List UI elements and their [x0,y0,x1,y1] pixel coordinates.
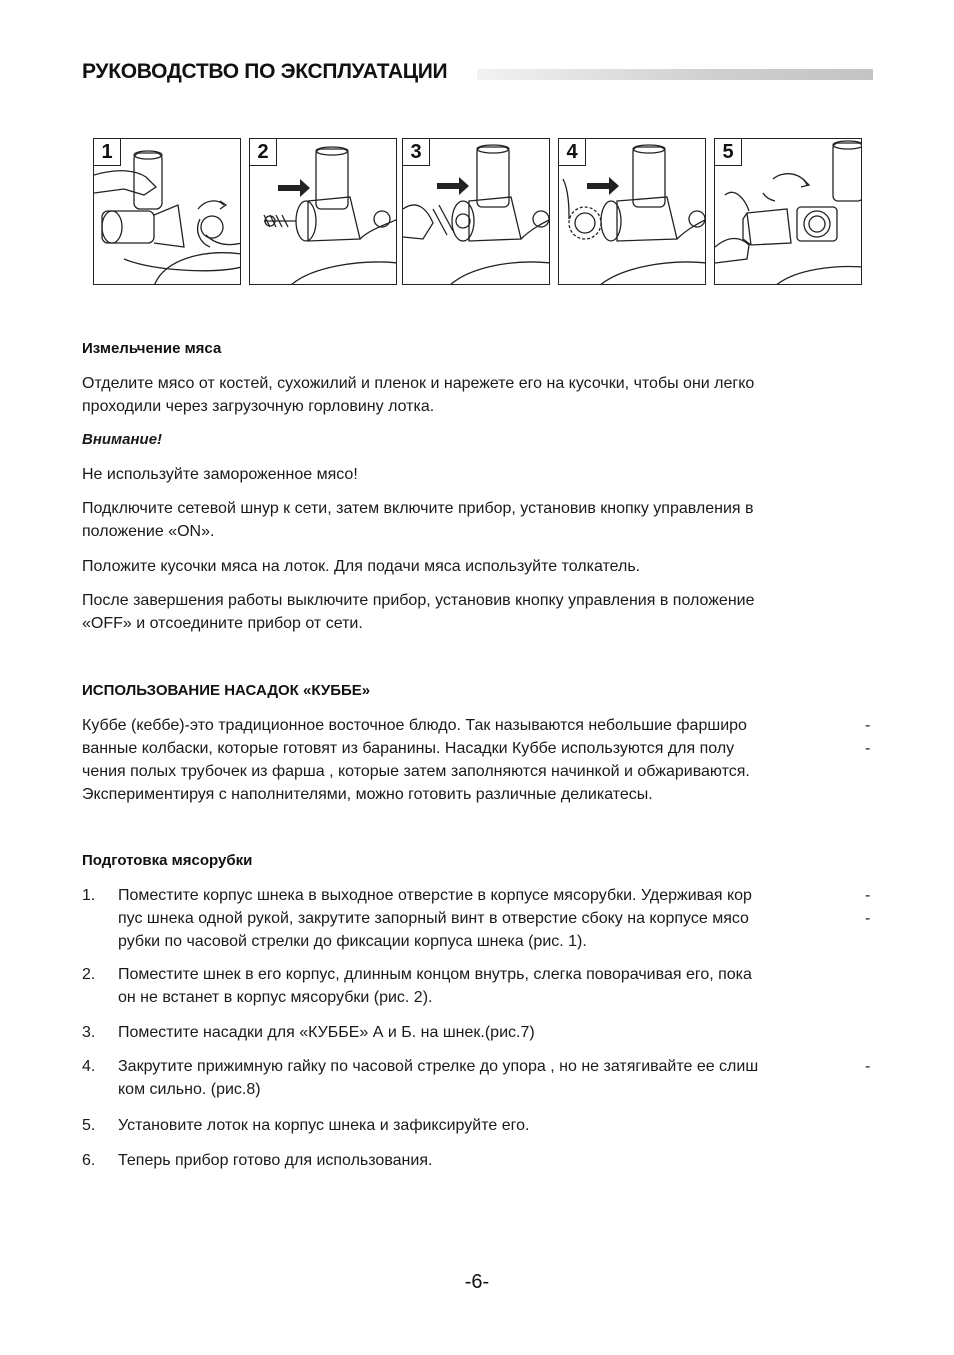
list-item-2-line-1: Поместите шнек в его корпус, длинным концом внутрь, слегка поворачивая его, пока [118,966,752,983]
page-title: РУКОВОДСТВО ПО ЭКСПЛУАТАЦИИ [82,60,448,83]
list-item-1-line-1: Поместите корпус шнека в выходное отверстие в корпусе мясорубки. Удерживая кор [118,887,752,904]
hyphen-mark: - [865,910,871,927]
meat-paragraph-5-line-2: «OFF» и отсоедините прибор от сети. [82,615,363,632]
list-item-number: 2. [82,966,96,983]
list-item-1-line-3: рубки по часовой стрелки до фиксации корпуса шнека (рис. 1). [118,933,587,950]
hyphen-mark: - [865,717,871,734]
meat-paragraph-3-line-1: Подключите сетевой шнур к сети, затем включите прибор, установив кнопку управления в [82,500,754,517]
list-item-number: 1. [82,887,96,904]
list-item-4-line-2: ком сильно. (рис.8) [118,1081,261,1098]
hyphen-mark: - [865,1058,871,1075]
meat-paragraph-1-line-1: Отделите мясо от костей, сухожилий и пленок и нарежете его на кусочки, чтобы они легко [82,375,755,392]
assembly-figures [93,138,864,287]
figure-number: 3 [403,139,430,166]
list-item-6-line-1: Теперь прибор готово для использования. [118,1152,433,1169]
section-title-kubbe: ИСПОЛЬЗОВАНИЕ НАСАДОК «КУББЕ» [82,682,371,699]
meat-paragraph-2: Не используйте замороженное мясо! [82,466,358,483]
section-title-meat: Измельчение мяса [82,340,222,357]
kubbe-line-4: Экспериментируя с наполнителями, можно готовить различные деликатесы. [82,786,653,803]
kubbe-line-1: Куббе (кеббе)-это традиционное восточное блюдо. Так называются небольшие фарширо [82,717,747,734]
hyphen-mark: - [865,887,871,904]
figure-5 [714,138,862,285]
list-item-number: 6. [82,1152,96,1169]
meat-paragraph-1-line-2: проходили через загрузочную горловину лотка. [82,398,435,415]
header-decorative-bar [477,69,873,80]
list-item-3-line-1: Поместите насадки для «КУББЕ» А и Б. на шнек.(рис.7) [118,1024,535,1041]
meat-paragraph-5-line-1: После завершения работы выключите прибор, установив кнопку управления в положение [82,592,755,609]
list-item-4-line-1: Закрутите прижимную гайку по часовой стрелке до упора , но не затягивайте ее слиш [118,1058,759,1075]
list-item-5-line-1: Установите лоток на корпус шнека и зафиксируйте его. [118,1117,530,1134]
hyphen-mark: - [865,740,871,757]
figure-3 [402,138,550,285]
section-title-preparation: Подготовка мясорубки [82,852,253,869]
list-item-1-line-2: пус шнека одной рукой, закрутите запорный винт в отверстие сбоку на корпусе мясо [118,910,749,927]
meat-paragraph-4: Положите кусочки мяса на лоток. Для подачи мяса используйте толкатель. [82,558,641,575]
list-item-number: 4. [82,1058,96,1075]
list-item-number: 3. [82,1024,96,1041]
kubbe-line-3: чения полых трубочек из фарша , которые затем заполняются начинкой и обжариваются. [82,763,750,780]
list-item-number: 5. [82,1117,96,1134]
figure-2 [249,138,397,285]
figure-4 [558,138,706,285]
page-header [82,58,873,86]
page-number: -6- [464,1271,490,1293]
figure-number: 4 [559,139,586,166]
figure-1 [93,138,241,285]
figure-number: 1 [94,139,121,166]
figure-number: 5 [715,139,742,166]
warning-label: Внимание! [82,431,163,448]
figure-number: 2 [250,139,277,166]
kubbe-line-2: ванные колбаски, которые готовят из баранины. Насадки Куббе используются для полу [82,740,735,757]
list-item-2-line-2: он не встанет в корпус мясорубки (рис. 2). [118,989,433,1006]
meat-paragraph-3-line-2: положение «ON». [82,523,215,540]
